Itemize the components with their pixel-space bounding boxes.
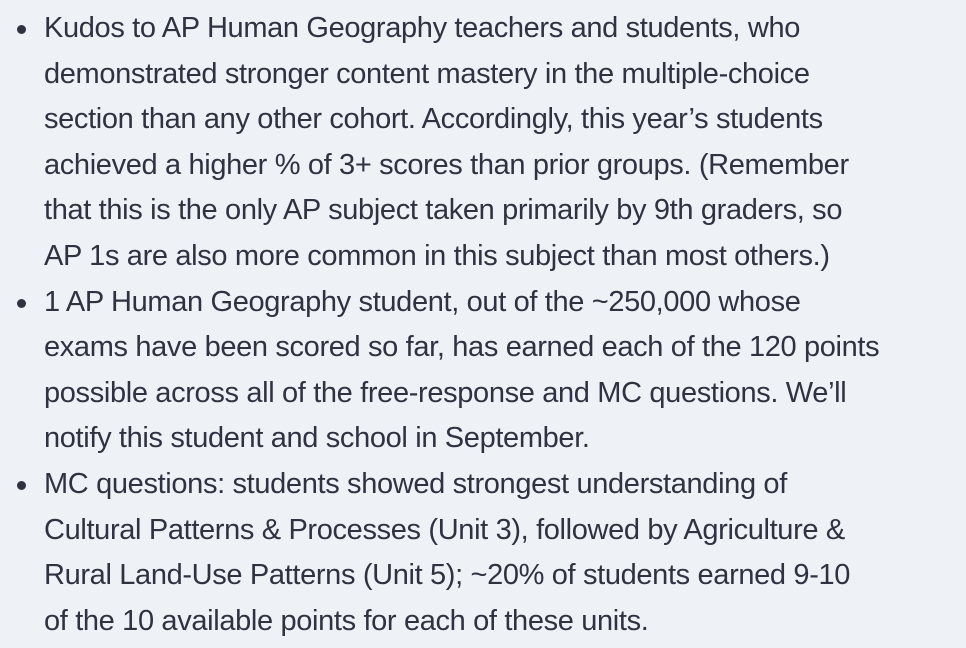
text-line: of the 10 available points for each of these units. <box>44 604 649 637</box>
bullet-list <box>0 6 966 644</box>
text-line: section than any other cohort. Accordingly, this year’s students <box>44 103 823 136</box>
bullet-dot-icon <box>17 481 26 490</box>
text-line: achieved a higher % of 3+ scores than prior groups. (Remember <box>44 148 849 181</box>
text-line: notify this student and school in September. <box>44 422 590 455</box>
bullet-item-mc-questions <box>0 462 966 644</box>
text-line: possible across all of the free-response and MC questions. We’ll <box>44 376 847 409</box>
bullet-item-kudos <box>0 6 966 280</box>
text-line: MC questions: students showed strongest understanding of <box>44 467 787 500</box>
text-line: exams have been scored so far, has earned each of the 120 points <box>44 331 880 364</box>
text-line: Rural Land-Use Patterns (Unit 5); ~20% of students earned 9-10 <box>44 559 851 592</box>
text-line: Cultural Patterns & Processes (Unit 3), followed by Agriculture & <box>44 513 845 546</box>
bullet-dot-icon <box>17 299 26 308</box>
bullet-item-perfect-score <box>0 280 966 462</box>
text-line: demonstrated stronger content mastery in the multiple-choice <box>44 57 810 90</box>
text-line: AP 1s are also more common in this subject than most others.) <box>44 239 830 272</box>
text-line: 1 AP Human Geography student, out of the ~250,000 whose <box>44 285 801 318</box>
text-line: Kudos to AP Human Geography teachers and students, who <box>44 12 801 44</box>
text-line: that this is the only AP subject taken primarily by 9th graders, so <box>44 194 843 227</box>
bullet-dot-icon <box>17 25 26 34</box>
